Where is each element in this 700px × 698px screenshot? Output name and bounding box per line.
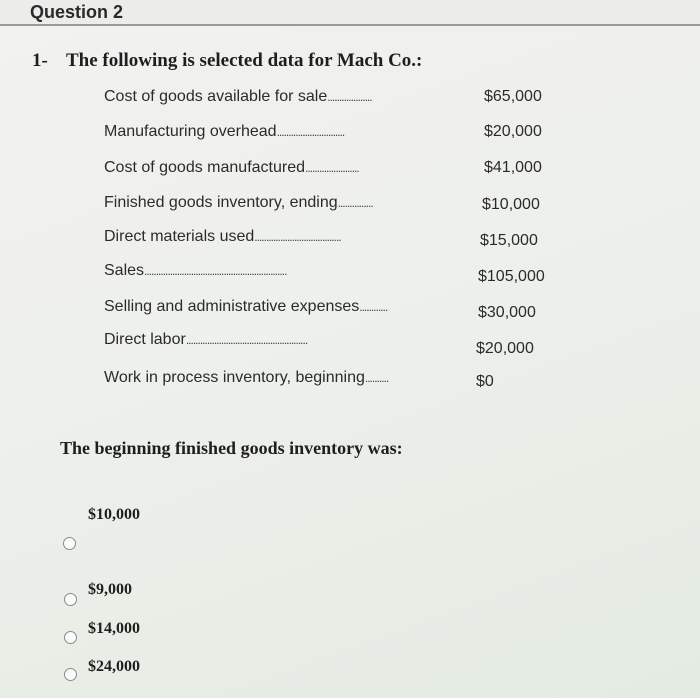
leader-dots: ....................................................	[185, 333, 308, 347]
row-value-cogas: $65,000	[484, 88, 542, 105]
item-number: 1-	[32, 50, 48, 71]
option-radio-10000[interactable]	[63, 537, 76, 550]
option-radio-9000[interactable]	[64, 593, 77, 606]
option-label-14000: $14,000	[88, 620, 140, 637]
row-label-wip-beginning	[104, 369, 388, 387]
row-value-cogm: $41,000	[484, 159, 542, 176]
leader-dots: .......................	[305, 161, 359, 175]
row-label-dm-used	[104, 228, 341, 246]
row-label-text: Direct materials used	[104, 228, 255, 245]
row-value-fg-ending: $10,000	[482, 196, 540, 213]
row-value-sales: $105,000	[478, 268, 545, 285]
leader-dots: .............................................................	[144, 264, 287, 278]
row-label-fg-ending	[104, 194, 373, 212]
row-value-wip-beginning: $0	[476, 373, 494, 390]
row-label-cogm	[104, 159, 359, 177]
leader-dots: ..........	[364, 371, 389, 385]
option-radio-14000[interactable]	[64, 631, 77, 644]
leader-dots: ............	[359, 300, 388, 314]
row-label-text: Work in process inventory, beginning	[104, 369, 365, 386]
leader-dots: .....................................	[254, 230, 341, 244]
leader-dots: ...............	[337, 196, 373, 210]
row-label-text: Sales	[104, 262, 145, 279]
row-value-dm-used: $15,000	[480, 232, 538, 249]
row-label-direct-labor	[104, 331, 307, 349]
option-radio-24000[interactable]	[64, 668, 77, 681]
row-label-text: Cost of goods manufactured	[104, 159, 306, 176]
row-label-text: Manufacturing overhead	[104, 123, 277, 140]
row-label-overhead	[104, 123, 344, 141]
question-prompt: The beginning finished goods inventory was:	[60, 438, 403, 458]
intro-line	[32, 50, 422, 72]
leader-dots: ...................	[327, 90, 372, 104]
option-label-10000: $10,000	[88, 506, 140, 523]
row-label-text: Direct labor	[104, 331, 186, 348]
header-divider	[0, 24, 700, 26]
option-label-9000: $9,000	[88, 581, 132, 598]
leader-dots: .............................	[276, 125, 345, 139]
option-label-24000: $24,000	[88, 658, 140, 675]
row-value-overhead: $20,000	[484, 123, 542, 140]
row-label-text: Cost of goods available for sale	[104, 88, 328, 105]
row-label-cogas	[104, 88, 372, 106]
question-title: Question 2	[30, 2, 124, 22]
row-value-direct-labor: $20,000	[476, 340, 534, 357]
row-label-text: Selling and administrative expenses	[104, 298, 360, 315]
row-label-text: Finished goods inventory, ending	[104, 194, 338, 211]
row-label-sales	[104, 262, 286, 280]
row-label-sga	[104, 298, 387, 316]
row-value-sga: $30,000	[478, 304, 536, 321]
intro-text: The following is selected data for Mach Co.:	[66, 50, 423, 71]
